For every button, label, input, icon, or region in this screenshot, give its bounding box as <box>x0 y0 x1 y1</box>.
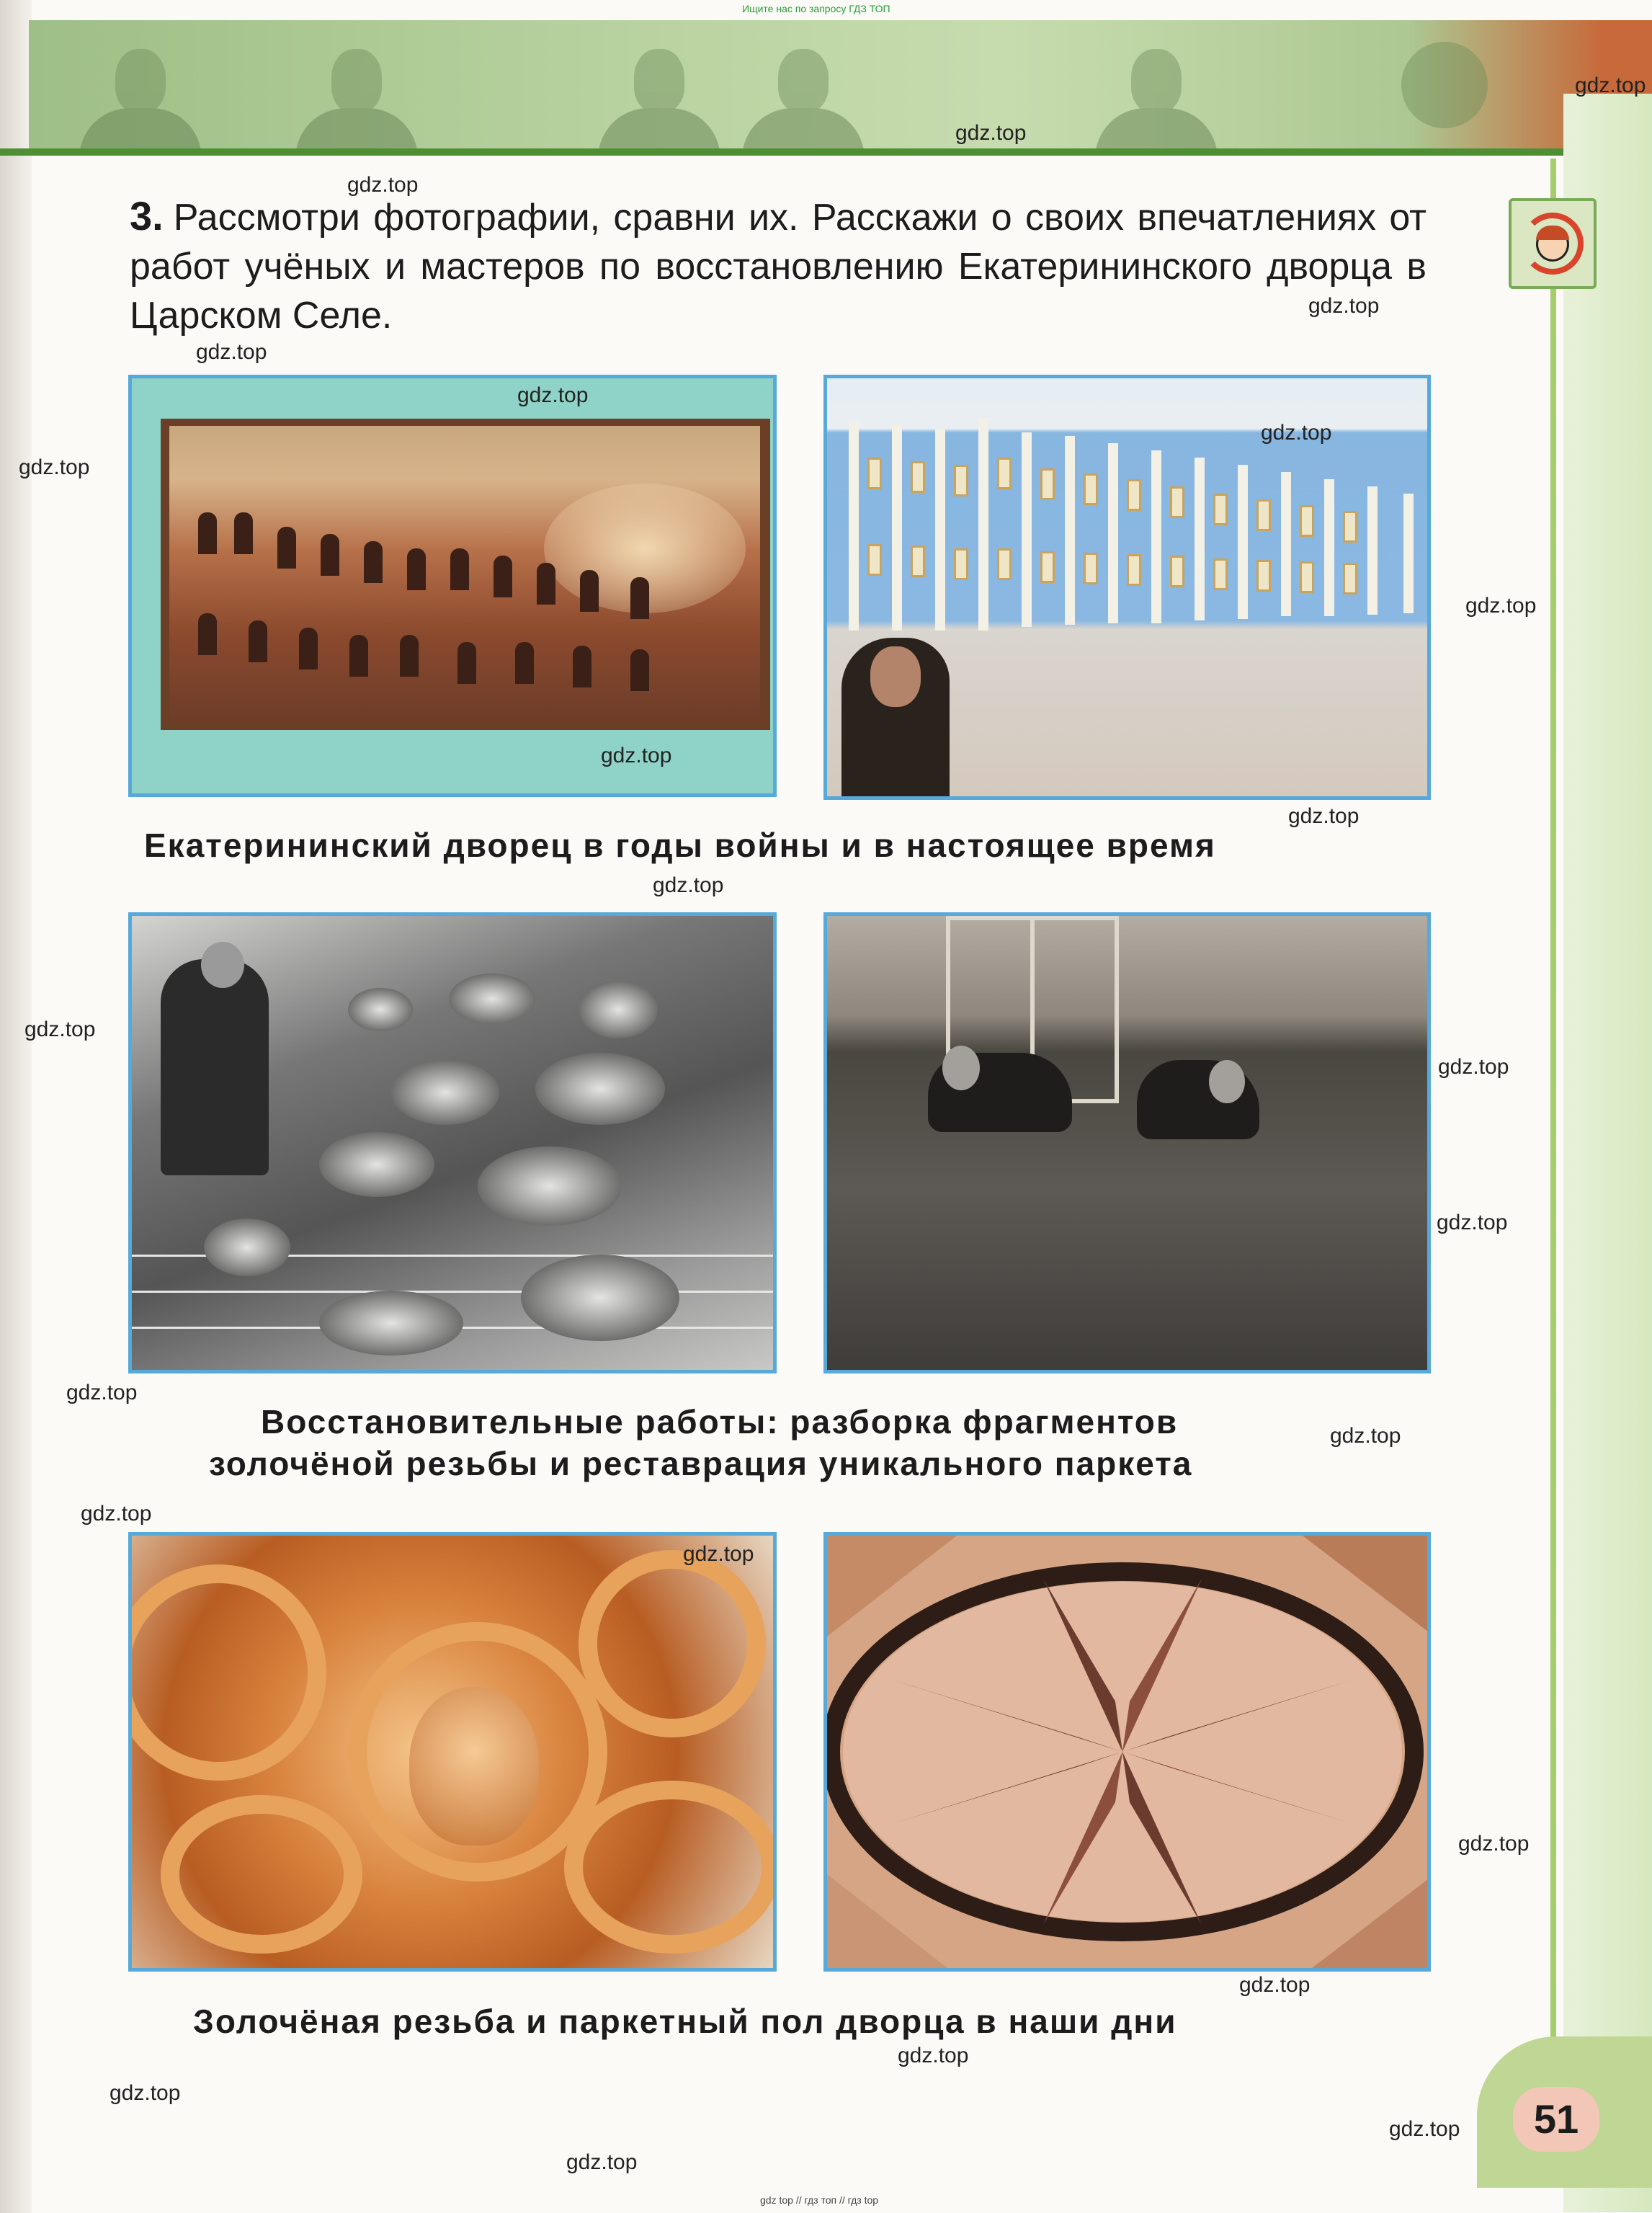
watermark: gdz.top <box>601 744 672 767</box>
photo-palace-war-painting <box>128 375 777 797</box>
watermark: gdz.top <box>566 2150 638 2174</box>
photo-palace-today <box>823 375 1431 800</box>
watermark: gdz.top <box>1308 294 1380 318</box>
watermark: gdz.top <box>1330 1424 1401 1448</box>
watermark: gdz.top <box>517 383 589 407</box>
watermark: gdz.top <box>1288 804 1359 828</box>
watermark: gdz.top <box>347 173 419 197</box>
caption-palace: Екатерининский дворец в годы войны и в настоящее время <box>144 827 1216 864</box>
caption-today: Золочёная резьба и паркетный пол дворца в наши дни <box>193 2003 1177 2040</box>
watermark: gdz.top <box>1575 74 1646 97</box>
watermark: gdz.top <box>81 1502 152 1526</box>
watermark: gdz.top <box>1438 1055 1509 1079</box>
photo-sorting-fragments <box>128 912 777 1373</box>
photo-parquet-floor <box>823 1532 1431 1972</box>
watermark: gdz.top <box>24 1018 96 1041</box>
bottom-note: gdz top // гдз топ // гдз top <box>760 2194 879 2206</box>
photo-gilded-carving <box>128 1532 777 1972</box>
task-number: 3. <box>130 193 164 239</box>
watermark: gdz.top <box>683 1542 754 1566</box>
photo-parquet-restoration <box>823 912 1431 1373</box>
watermark: gdz.top <box>898 2044 969 2067</box>
watermark: gdz.top <box>1465 594 1537 618</box>
caption-restoration-line-1: Восстановительные работы: разборка фрагментов <box>261 1403 1179 1441</box>
watermark: gdz.top <box>196 340 267 364</box>
banner-portrait <box>274 20 439 150</box>
banner-medal <box>1362 20 1527 150</box>
watermark: gdz.top <box>110 2081 181 2105</box>
header-banner <box>29 20 1652 150</box>
page-gutter <box>0 0 32 2213</box>
task-body: Рассмотри фотографии, сравни их. Расскажи о своих впечатлениях от работ учёных и мастеров по восстановлению Екатерининского дворца в Царском Селе. <box>130 197 1426 337</box>
banner-portrait <box>720 20 886 150</box>
watermark: gdz.top <box>66 1381 138 1404</box>
banner-portrait <box>58 20 223 150</box>
top-note: Ищите нас по запросу ГДЗ ТОП <box>742 3 890 14</box>
banner-divider <box>0 148 1652 156</box>
watermark: gdz.top <box>1261 421 1332 445</box>
page-number: 51 <box>1513 2087 1599 2152</box>
watermark: gdz.top <box>1437 1211 1508 1234</box>
think-repeat-icon <box>1509 198 1597 289</box>
watermark: gdz.top <box>1239 1973 1311 1997</box>
caption-restoration-line-2: золочёной резьбы и реставрация уникального паркета <box>209 1445 1193 1482</box>
watermark: gdz.top <box>19 455 90 479</box>
task-text <box>130 192 1426 340</box>
watermark: gdz.top <box>1389 2117 1460 2141</box>
banner-portrait <box>1073 20 1239 150</box>
right-margin-bar <box>1563 94 1652 2212</box>
right-margin-line <box>1550 159 1556 2147</box>
watermark: gdz.top <box>1458 1832 1530 1856</box>
watermark: gdz.top <box>653 873 724 897</box>
banner-portrait <box>576 20 742 150</box>
watermark: gdz.top <box>955 121 1027 145</box>
